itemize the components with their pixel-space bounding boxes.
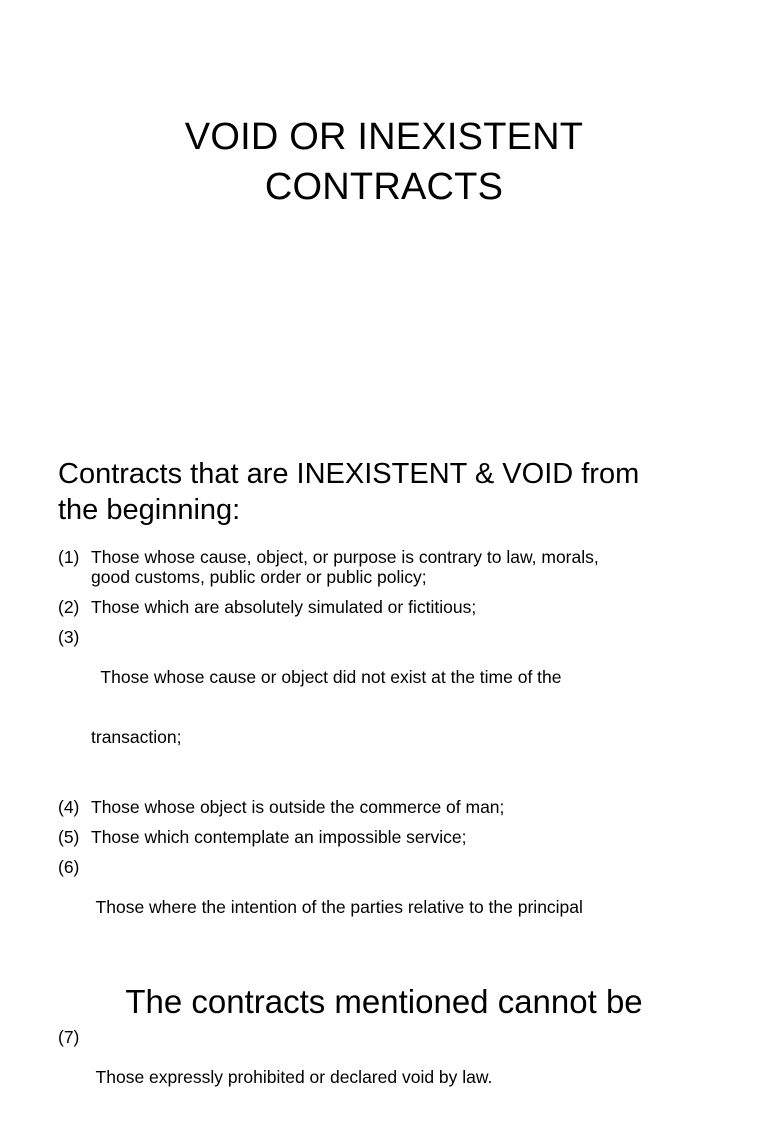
list-item-number: (1)	[58, 547, 80, 567]
list-item-number: (5)	[58, 827, 80, 847]
void-contracts-list	[58, 547, 718, 1137]
list-item	[58, 797, 718, 817]
list-item-text	[91, 547, 718, 587]
list-item-line: good customs, public order or public policy;	[91, 567, 427, 587]
list-item-line: Those whose cause, object, or purpose is contrary to law, morals,	[91, 547, 599, 567]
list-item-text	[91, 627, 718, 787]
title-line: CONTRACTS	[264, 166, 504, 208]
list-item-text	[91, 1027, 718, 1127]
list-item-text	[91, 827, 718, 847]
list-item-number: (3)	[58, 627, 80, 647]
list-item	[58, 597, 718, 617]
heading-line: the beginning:	[58, 494, 241, 526]
heading-line: Contracts that are INEXISTENT & VOID from	[58, 458, 640, 490]
slide-continuation	[0, 960, 768, 1024]
list-item	[58, 547, 718, 587]
title-line: VOID OR INEXISTENT	[184, 116, 584, 158]
list-item-number: (7)	[58, 1027, 80, 1047]
list-item-line: Those which contemplate an impossible service;	[91, 827, 467, 847]
list-item-line: Those whose cause or object did not exist at the time of the	[91, 667, 562, 687]
list-item-line: Those expressly prohibited or declared void by law.	[91, 1067, 493, 1087]
list-item	[58, 827, 718, 847]
list-item-number: (4)	[58, 797, 80, 817]
list-item-number: (6)	[58, 857, 80, 877]
slide-title	[0, 0, 768, 400]
list-item-text	[91, 597, 718, 617]
list-item	[58, 1027, 718, 1127]
list-item-line: transaction;	[91, 727, 182, 747]
list-item-number: (2)	[58, 597, 80, 617]
list-item-line: Those which are absolutely simulated or fictitious;	[91, 597, 477, 617]
list-item-line: Those where the intention of the parties relative to the principal	[91, 897, 583, 917]
continuation-text: The contracts mentioned cannot be	[125, 983, 643, 1020]
list-item-text	[91, 797, 718, 817]
slide-title-heading	[60, 112, 708, 212]
list-item-line: Those whose object is outside the commerce of man;	[91, 797, 505, 817]
list-heading	[58, 456, 718, 528]
list-item	[58, 627, 718, 787]
